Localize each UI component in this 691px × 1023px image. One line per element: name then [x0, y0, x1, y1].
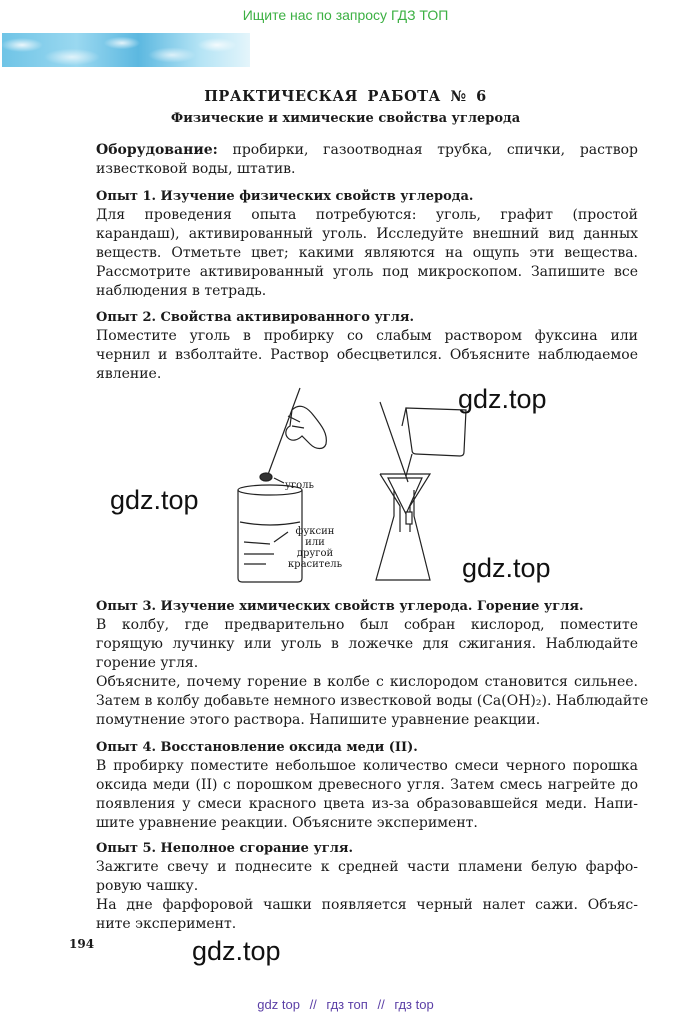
experiment-3-line: помутнение этого раствора. Напишите уравнение реакции. — [96, 712, 541, 728]
experiment-5-line: ровую чашку. — [96, 878, 199, 894]
experiment-3-heading: Опыт 3. Изучение химических свойств углерода. Горение угля. — [96, 599, 584, 614]
footer-link-gdz-top[interactable]: gdz top — [257, 997, 300, 1012]
page-number: 194 — [69, 937, 95, 951]
footer-link-gdz-top-mixed[interactable]: гдз top — [394, 997, 434, 1012]
experiment-2-heading: Опыт 2. Свойства активированного угля. — [96, 310, 415, 325]
watermark: gdz.top — [462, 553, 551, 583]
experiment-2-line: явление. — [96, 366, 162, 382]
experiment-4-heading: Опыт 4. Восстановление оксида меди (II). — [96, 740, 418, 755]
top-search-link[interactable]: Ищите нас по запросу ГДЗ ТОП — [242, 7, 449, 23]
coal-piece — [260, 473, 272, 481]
experiment-3-line: Объясните, почему горение в колбе с кислородом становится сильнее. — [96, 674, 638, 690]
funnel — [380, 474, 430, 532]
watermark: gdz.top — [192, 936, 281, 966]
stirring-rod — [266, 388, 300, 480]
experiment-3-line: В колбу, где предварительно был собран кислород, поместите — [96, 617, 638, 633]
experiment-3-line: горение угля. — [96, 655, 199, 671]
equipment-line-2: известковой воды, штатив. — [96, 161, 296, 177]
experiment-5 — [96, 839, 638, 934]
hand-drawing — [286, 406, 327, 448]
conical-flask — [376, 490, 430, 580]
label-coal: уголь — [285, 480, 314, 491]
footer-separator: // — [309, 997, 317, 1012]
funnel-stand-rod — [380, 402, 408, 482]
experiment-5-heading: Опыт 5. Неполное сгорание угля. — [96, 841, 354, 856]
experiment-5-line: ните эксперимент. — [96, 916, 237, 932]
experiment-2 — [96, 308, 638, 384]
experiment-4-line: появления у смеси красного цвета из-за образовавшейся меди. Напи- — [96, 796, 638, 812]
experiment-4-line: шите уравнение реакции. Объясните эксперимент. — [96, 815, 478, 831]
filter-tail — [406, 512, 412, 524]
page-subtitle: Физические и химические свойства углерода — [170, 111, 521, 126]
experiment-5-line: На дне фарфоровой чашки появляется черный налет сажи. Объяс- — [96, 897, 638, 913]
experiment-1-line: карандаш), активированный уголь. Исследуйте внешний вид данных — [96, 226, 638, 242]
experiment-4-line: оксида меди (II) с порошком древесного угля. Затем смесь нагрейте до — [96, 777, 638, 793]
experiment-3-line: горящую лучинку или уголь в ложечке для сжигания. Наблюдайте — [96, 636, 638, 652]
experiment-1-line: Рассмотрите активированный уголь под микроскопом. Запишите все — [96, 264, 638, 280]
equipment-line-1: Оборудование: пробирки, газоотводная трубка, спички, раствор — [96, 142, 638, 158]
footer-link-gdz-top-ru[interactable]: гдз топ — [326, 997, 368, 1012]
experiment-5-line: Зажгите свечу и поднесите к средней части пламени белую фарфо- — [96, 859, 638, 875]
label-dye: фуксин или другой краситель — [287, 526, 343, 570]
pouring-beaker-spout — [402, 408, 406, 426]
experiment-1-heading: Опыт 1. Изучение физических свойств углерода. — [96, 189, 474, 204]
experiment-1-line: Для проведения опыта потребуются: уголь, графит (простой — [96, 207, 638, 223]
experiment-1-line: веществ. Отметьте цвет; какими являются на ощупь эти вещества. — [96, 245, 638, 261]
pouring-beaker — [406, 408, 466, 456]
equipment-section — [96, 141, 638, 179]
watermark: gdz.top — [110, 485, 199, 515]
experiment-4 — [96, 738, 638, 833]
coal-label-pointer — [274, 478, 284, 483]
experiment-3-line: Затем в колбу добавьте немного известковой воды (Ca(OH)₂). Наблюдайте — [96, 693, 649, 709]
experiment-2-line: Поместите уголь в пробирку со слабым раствором фуксина или — [96, 328, 638, 344]
water-banner-image — [2, 33, 250, 67]
experiment-1 — [96, 187, 638, 301]
experiment-4-line: В пробирку поместите небольшое количество смеси черного порошка — [96, 758, 638, 774]
footer-links — [0, 997, 691, 1012]
experiment-2-line: чернил и взболтайте. Раствор обесцветился. Объясните наблюдаемое — [96, 347, 638, 363]
equipment-label: Оборудование: — [96, 142, 218, 158]
experiment-figure — [230, 382, 490, 587]
pouring-stream — [406, 454, 412, 476]
lab-apparatus-illustration — [230, 382, 490, 587]
experiment-3 — [96, 597, 649, 730]
experiment-1-line: наблюдения в тетрадь. — [96, 283, 267, 299]
page-title: ПРАКТИЧЕСКАЯ РАБОТА № 6 — [204, 88, 487, 105]
watermark: gdz.top — [458, 384, 547, 414]
footer-separator: // — [377, 997, 385, 1012]
